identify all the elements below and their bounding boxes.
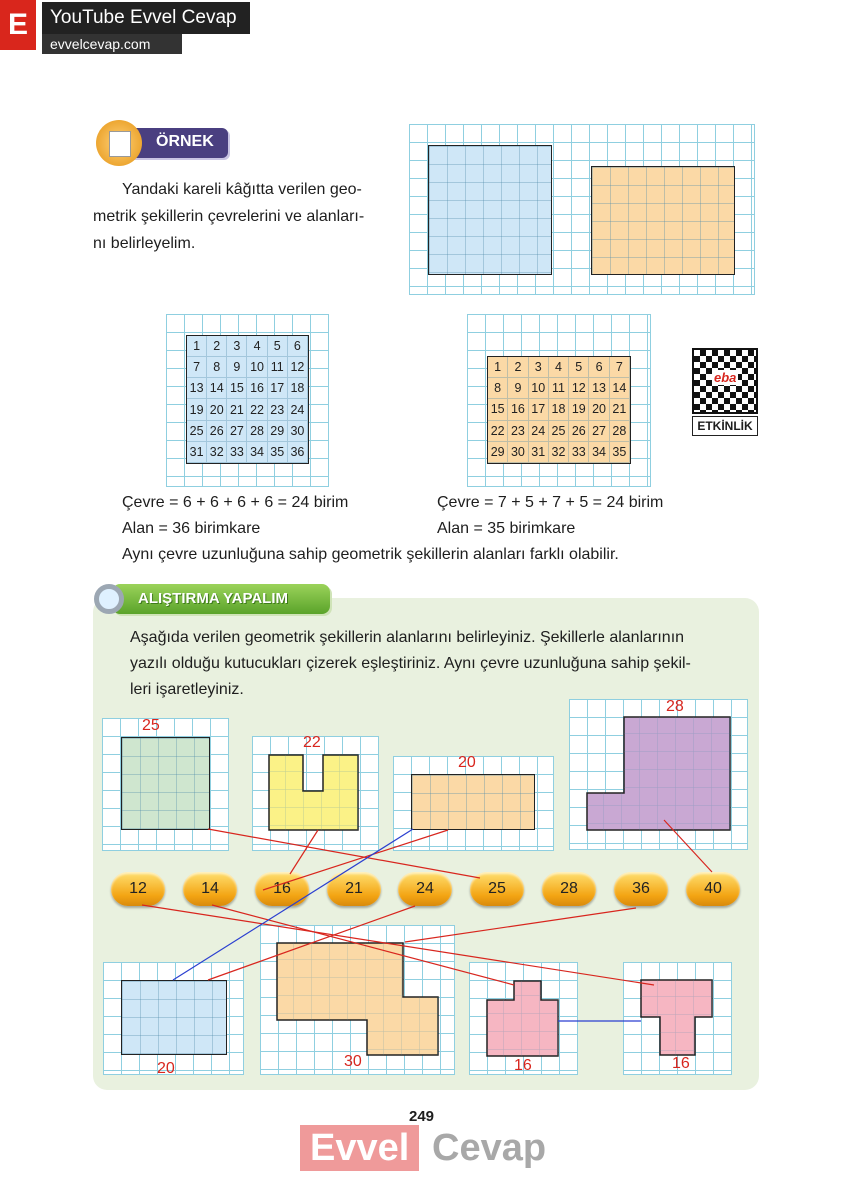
answer-pill-28[interactable]: 28 xyxy=(542,872,596,906)
right-grid-cell: 18 xyxy=(549,399,569,420)
right-grid-cell: 24 xyxy=(529,421,549,442)
left-grid-cell: 2 xyxy=(207,336,227,357)
right-grid-cell: 27 xyxy=(589,421,609,442)
right-grid-cell: 34 xyxy=(589,442,609,463)
left-grid-cell: 24 xyxy=(288,399,308,420)
example-intro-line-3: nı belirleyelim. xyxy=(93,235,196,252)
right-grid-cell: 32 xyxy=(549,442,569,463)
right-perimeter-text: Çevre = 7 + 5 + 7 + 5 = 24 birim xyxy=(437,494,664,511)
right-area-text: Alan = 35 birimkare xyxy=(437,520,576,537)
right-numbered-rectangle xyxy=(487,356,631,464)
left-grid-cell: 25 xyxy=(187,421,207,442)
conclusion-text: Aynı çevre uzunluğuna sahip geometrik şekillerin alanları farklı olabilir. xyxy=(122,546,619,563)
right-grid-cell: 25 xyxy=(549,421,569,442)
right-grid-cell: 8 xyxy=(488,378,508,399)
notepad-icon-paper xyxy=(109,131,131,157)
answer-pill-40[interactable]: 40 xyxy=(686,872,740,906)
right-grid-cell: 26 xyxy=(569,421,589,442)
right-grid-cell: 9 xyxy=(508,378,528,399)
shape-a-label: 25 xyxy=(142,717,160,734)
shape-h-label: 16 xyxy=(672,1055,690,1072)
left-grid-cell: 10 xyxy=(247,357,267,378)
right-grid-cell: 6 xyxy=(589,357,609,378)
right-grid-cell: 4 xyxy=(549,357,569,378)
shape-g-label: 16 xyxy=(514,1057,532,1074)
left-grid-cell: 13 xyxy=(187,378,207,399)
left-grid-cell: 15 xyxy=(227,378,247,399)
page-number: 249 xyxy=(409,1108,435,1125)
left-grid-cell: 8 xyxy=(207,357,227,378)
shape-e-rectangle xyxy=(121,980,227,1055)
right-grid-cell: 15 xyxy=(488,399,508,420)
right-grid-cell: 7 xyxy=(610,357,630,378)
shape-c-rectangle xyxy=(411,774,535,830)
left-grid-cell: 1 xyxy=(187,336,207,357)
right-grid-cell: 30 xyxy=(508,442,528,463)
header-title: YouTube Evvel Cevap xyxy=(42,2,250,34)
left-grid-cell: 14 xyxy=(207,378,227,399)
left-grid-cell: 9 xyxy=(227,357,247,378)
left-perimeter-text: Çevre = 6 + 6 + 6 + 6 = 24 birim xyxy=(122,494,349,511)
right-grid-cell: 1 xyxy=(488,357,508,378)
right-grid-cell: 20 xyxy=(589,399,609,420)
left-grid-cell: 19 xyxy=(187,399,207,420)
shape-e-label: 20 xyxy=(157,1060,175,1077)
left-grid-cell: 33 xyxy=(227,442,247,463)
right-grid-cell: 12 xyxy=(569,378,589,399)
footer-brand-left: Evvel xyxy=(300,1125,419,1171)
right-grid-cell: 23 xyxy=(508,421,528,442)
right-grid-cell: 19 xyxy=(569,399,589,420)
left-numbered-square xyxy=(186,335,309,464)
exercise-instruction-2: yazılı olduğu kutucukları çizerek eşleştiriniz. Aynı çevre uzunluğuna sahip şekil- xyxy=(130,655,691,672)
shape-g-cross-shape xyxy=(486,978,560,1058)
right-grid-cell: 33 xyxy=(569,442,589,463)
left-grid-cell: 27 xyxy=(227,421,247,442)
left-grid-cell: 4 xyxy=(247,336,267,357)
left-grid-cell: 34 xyxy=(247,442,267,463)
eba-logo: eba xyxy=(714,370,737,385)
left-grid-cell: 6 xyxy=(288,336,308,357)
left-grid-cell: 21 xyxy=(227,399,247,420)
qr-code[interactable] xyxy=(692,348,758,414)
exercise-instruction-3: leri işaretleyiniz. xyxy=(130,681,244,698)
shape-b-u-shape xyxy=(268,754,360,832)
left-grid-cell: 18 xyxy=(288,378,308,399)
right-grid-cell: 31 xyxy=(529,442,549,463)
answer-pill-14[interactable]: 14 xyxy=(183,872,237,906)
left-grid-cell: 30 xyxy=(288,421,308,442)
shape-f-label: 30 xyxy=(344,1053,362,1070)
left-grid-cell: 28 xyxy=(247,421,267,442)
exercise-badge-label: ALIŞTIRMA YAPALIM xyxy=(138,590,289,607)
right-grid-cell: 5 xyxy=(569,357,589,378)
right-grid-cell: 13 xyxy=(589,378,609,399)
footer-brand-right: Cevap xyxy=(432,1127,547,1169)
example-square-shape xyxy=(428,145,552,275)
left-grid-cell: 16 xyxy=(247,378,267,399)
left-grid-cell: 22 xyxy=(247,399,267,420)
shape-a-square xyxy=(121,737,210,830)
shape-f-step-shape xyxy=(276,942,440,1057)
left-grid-cell: 31 xyxy=(187,442,207,463)
example-badge-label: ÖRNEK xyxy=(156,133,214,150)
right-grid-cell: 21 xyxy=(610,399,630,420)
left-grid-cell: 7 xyxy=(187,357,207,378)
right-grid-cell: 29 xyxy=(488,442,508,463)
qr-label: ETKİNLİK xyxy=(692,416,758,436)
answer-pill-25[interactable]: 25 xyxy=(470,872,524,906)
magnifier-icon xyxy=(94,584,124,614)
right-grid-cell: 28 xyxy=(610,421,630,442)
answer-pill-16[interactable]: 16 xyxy=(255,872,309,906)
answer-pill-36[interactable]: 36 xyxy=(614,872,668,906)
shape-b-label: 22 xyxy=(303,734,321,751)
answer-pill-12[interactable]: 12 xyxy=(111,872,165,906)
left-grid-cell: 26 xyxy=(207,421,227,442)
right-grid-cell: 16 xyxy=(508,399,528,420)
right-grid-cell: 35 xyxy=(610,442,630,463)
right-grid-cell: 14 xyxy=(610,378,630,399)
shape-d-l-shape xyxy=(586,716,732,832)
example-rectangle-shape xyxy=(591,166,735,275)
exercise-badge xyxy=(90,580,340,620)
left-area-text: Alan = 36 birimkare xyxy=(122,520,261,537)
shape-d-label: 28 xyxy=(666,698,684,715)
left-grid-cell: 5 xyxy=(268,336,288,357)
left-grid-cell: 20 xyxy=(207,399,227,420)
exercise-instruction-1: Aşağıda verilen geometrik şekillerin alanlarını belirleyiniz. Şekillerle alanlarının xyxy=(130,629,685,646)
right-grid-cell: 10 xyxy=(529,378,549,399)
left-grid-cell: 3 xyxy=(227,336,247,357)
left-grid-cell: 29 xyxy=(268,421,288,442)
example-intro-line-2: metrik şekillerin çevrelerini ve alanları- xyxy=(93,208,365,225)
right-grid-cell: 2 xyxy=(508,357,528,378)
left-grid-cell: 17 xyxy=(268,378,288,399)
brand-logo: E xyxy=(0,0,36,50)
right-grid-cell: 3 xyxy=(529,357,549,378)
example-intro-line-1: Yandaki kareli kâğıtta verilen geo- xyxy=(122,181,362,198)
right-grid-cell: 17 xyxy=(529,399,549,420)
right-grid-cell: 22 xyxy=(488,421,508,442)
left-grid-cell: 32 xyxy=(207,442,227,463)
left-grid-cell: 23 xyxy=(268,399,288,420)
header-site: evvelcevap.com xyxy=(42,34,182,54)
answer-pill-21[interactable]: 21 xyxy=(327,872,381,906)
left-grid-cell: 35 xyxy=(268,442,288,463)
shape-c-label: 20 xyxy=(458,754,476,771)
left-grid-cell: 36 xyxy=(288,442,308,463)
right-grid-cell: 11 xyxy=(549,378,569,399)
left-grid-cell: 12 xyxy=(288,357,308,378)
answer-pill-24[interactable]: 24 xyxy=(398,872,452,906)
example-badge xyxy=(96,120,236,166)
left-grid-cell: 11 xyxy=(268,357,288,378)
shape-h-t-shape xyxy=(640,979,714,1057)
